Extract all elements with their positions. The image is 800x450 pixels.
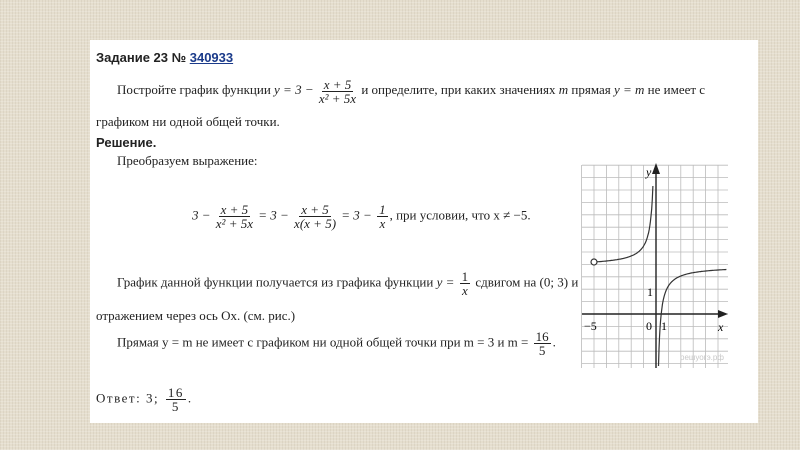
solution-intro: Преобразуем выражение: (117, 153, 258, 168)
paragraph-1-line2: отражением через ось Ox. (см. рис.) (96, 308, 296, 323)
graph-left-branch (594, 186, 653, 262)
var-m: m (558, 82, 569, 97)
solution-heading: Решение. (96, 135, 157, 150)
condition: , при условии, что x ≠ −5. (389, 207, 531, 223)
denominator: 5 (538, 343, 546, 358)
x-axis-arrow-icon (718, 310, 728, 318)
y-axis-arrow-icon (652, 163, 660, 174)
excluded-point (591, 259, 597, 265)
text: сдвигом на (0; 3) и (475, 274, 579, 290)
task-number-link[interactable]: 340933 (189, 50, 234, 65)
denominator: x(x + 5) (294, 216, 337, 231)
text: . (187, 390, 193, 406)
formula: 3 − (192, 207, 211, 223)
numerator: x + 5 (220, 202, 249, 217)
text: . (552, 334, 556, 350)
formula: y = (436, 274, 455, 290)
task-title: Задание 23 № (96, 50, 187, 65)
tick-label-neg5: −5 (584, 319, 597, 333)
tick-label-x1: 1 (661, 319, 667, 333)
denominator: x² + 5x (318, 90, 357, 106)
denominator: x (379, 216, 386, 231)
text: не имеет с графиком ни одной (96, 82, 706, 129)
numerator: 16 (167, 385, 184, 400)
formula: = 3 − (258, 207, 289, 223)
denominator: 5 (171, 399, 180, 414)
text: Прямая y = m не имеет с графиком ни одной общей точки при m = 3 и m = (117, 334, 529, 350)
denominator: x² + 5x (215, 216, 253, 231)
numerator: 1 (379, 202, 386, 217)
text: Постройте график функции (117, 82, 271, 97)
answer-label: Ответ: (96, 390, 142, 406)
denominator: x (461, 283, 468, 298)
text: прямая (571, 82, 611, 97)
task-line2: общей точки. (205, 114, 280, 129)
y-label: y (646, 165, 652, 179)
text: График данной функции получается из графика функции (117, 274, 434, 290)
formula: y = m (613, 82, 645, 97)
numerator: 16 (535, 329, 549, 344)
answer-value: 3; (145, 390, 160, 406)
numerator: x + 5 (301, 202, 329, 217)
formula: y = 3 − (274, 82, 314, 97)
graph-grid (582, 165, 728, 368)
numerator: x + 5 (323, 76, 352, 92)
tick-label-y1: 1 (647, 285, 653, 299)
formula: = 3 − (341, 207, 372, 223)
x-label: x (718, 320, 724, 334)
watermark: решуогэ.рф (680, 353, 724, 362)
text: и определите, при каких значениях (361, 82, 556, 97)
tick-label-zero: 0 (646, 319, 652, 333)
numerator: 1 (461, 269, 469, 284)
